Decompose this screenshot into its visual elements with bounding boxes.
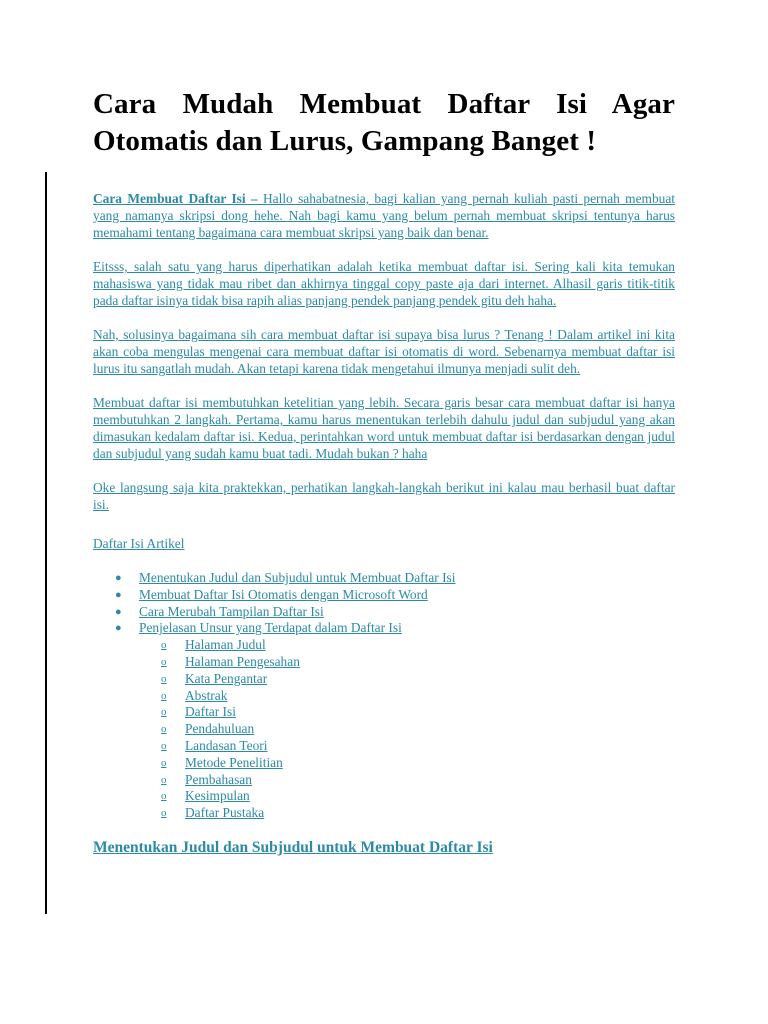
toc-subitem[interactable]: o Halaman Judul [161, 637, 266, 653]
circle-bullet-icon: o [161, 756, 167, 769]
intro-paragraph [93, 190, 675, 241]
toc-item[interactable]: ● Cara Merubah Tampilan Daftar Isi [115, 603, 324, 619]
bullet-icon: ● [115, 605, 122, 618]
toc-item[interactable]: ● Membuat Daftar Isi Otomatis dengan Microsoft Word [115, 586, 428, 602]
circle-bullet-icon: o [161, 773, 167, 786]
circle-bullet-icon: o [161, 689, 167, 702]
bullet-icon: ● [115, 622, 122, 635]
toc-subitem[interactable]: o Daftar Pustaka [161, 805, 265, 821]
toc-sublist [93, 637, 675, 822]
toc-subitem[interactable]: o Kata Pengantar [161, 670, 268, 686]
circle-bullet-icon: o [161, 672, 167, 685]
section-heading[interactable]: Menentukan Judul dan Subjudul untuk Membuat Daftar Isi [93, 838, 493, 856]
toc-subitem[interactable]: o Metode Penelitian [161, 754, 283, 770]
toc-subitem[interactable]: o Landasan Teori [161, 737, 268, 753]
paragraph-4[interactable]: Membuat daftar isi membutuhkan ketelitian yang lebih. Secara garis besar cara membuat daftar isi hanya membutuhkan 2 langkah. Pertama, kamu harus menentukan terlebih dahulu judul dan subjudul yang akan dimasukan kedalam daftar isi. Kedua, perintahkan word untuk membuat daftar isi berdasarkan dengan judul dan subjudul yang sudah kamu buat tadi. Mudah bukan ? haha [93, 395, 675, 461]
circle-bullet-icon: o [161, 739, 167, 752]
circle-bullet-icon: o [161, 706, 167, 719]
bullet-icon: ● [115, 588, 122, 601]
page-title [93, 86, 675, 160]
toc-item[interactable]: ● Menentukan Judul dan Subjudul untuk Membuat Daftar Isi [115, 570, 456, 585]
toc-subitem[interactable]: o Daftar Isi [161, 704, 236, 720]
toc-subitem[interactable]: o Kesimpulan [161, 788, 250, 804]
toc-subitem[interactable]: o Halaman Pengesahan [161, 653, 300, 669]
toc-item[interactable]: ● Penjelasan Unsur yang Terdapat dalam Daftar Isi [115, 620, 402, 636]
title-line-2: Otomatis dan Lurus, Gampang Banget ! [93, 125, 597, 157]
circle-bullet-icon: o [161, 790, 167, 803]
circle-bullet-icon: o [161, 723, 167, 736]
toc-subitem[interactable]: o Pembahasan [161, 771, 252, 787]
toc-heading[interactable]: Daftar Isi Artikel [93, 536, 185, 551]
bullet-icon: ● [115, 572, 122, 584]
toc-subitem[interactable]: o Pendahuluan [161, 721, 255, 737]
table-of-contents [93, 570, 675, 637]
intro-link[interactable]: Cara Membuat Daftar Isi – [93, 191, 258, 206]
paragraph-5[interactable]: Oke langsung saja kita praktekkan, perhatikan langkah-langkah berikut ini kalau mau berhasil buat daftar isi. [93, 480, 675, 512]
paragraph-3[interactable]: Nah, solusinya bagaimana sih cara membuat daftar isi supaya bisa lurus ? Tenang ! Dalam artikel ini kita akan coba mengulas mengenai cara membuat daftar isi otomatis di word. Sebenarnya membuat daftar isi lurus itu sangatlah mudah. Akan tetapi karena tidak mengetahui ilmunya menjadi sulit deh. [93, 327, 675, 376]
circle-bullet-icon: o [161, 655, 167, 668]
circle-bullet-icon: o [161, 807, 167, 820]
paragraph-2[interactable]: Eitsss, salah satu yang harus diperhatikan adalah ketika membuat daftar isi. Sering kali kita temukan mahasiswa yang tidak mau ribet dan akhirnya tinggal copy paste aja dari internet. Alhasil garis titik-titik pada daftar isinya tidak bisa rapih alias panjang pendek panjang pendek gitu deh haha. [93, 259, 675, 308]
change-bar [45, 172, 47, 914]
circle-bullet-icon: o [161, 639, 167, 652]
toc-subitem[interactable]: o Abstrak [161, 687, 228, 703]
intro-text[interactable]: Hallo sahabatnesia, bagi kalian yang pernah kuliah pasti pernah membuat yang namanya skripsi dong hehe. Nah bagi kamu yang belum pernah membuat skripsi tentunya harus memahami tentang bagaimana cara membuat skripsi yang baik dan benar. [93, 191, 676, 240]
title-line-1: Cara Mudah Membuat Daftar Isi Agar [93, 88, 675, 120]
document-page [93, 86, 675, 857]
